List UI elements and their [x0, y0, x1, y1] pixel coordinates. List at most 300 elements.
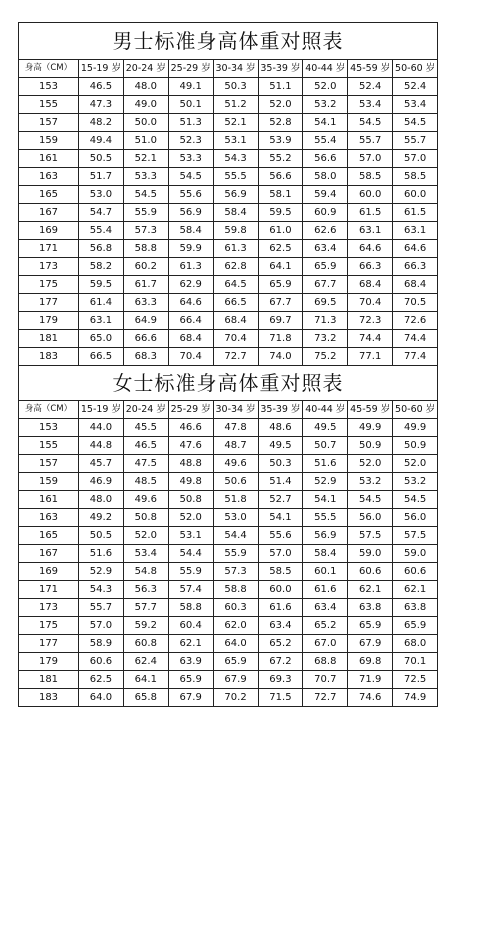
height-cell: 167: [19, 545, 79, 563]
weight-cell: 60.9: [303, 204, 348, 222]
table-row: [19, 186, 438, 204]
weight-cell: 60.6: [79, 653, 124, 671]
weight-cell: 52.1: [213, 114, 258, 132]
women-header-row: [19, 401, 438, 419]
weight-cell: 48.7: [213, 437, 258, 455]
height-cell: 181: [19, 671, 79, 689]
table-row: [19, 455, 438, 473]
weight-cell: 68.4: [168, 330, 213, 348]
table-row: [19, 330, 438, 348]
weight-cell: 67.7: [258, 294, 303, 312]
weight-cell: 53.2: [303, 96, 348, 114]
weight-cell: 51.7: [79, 168, 124, 186]
weight-cell: 58.9: [79, 635, 124, 653]
weight-cell: 49.0: [123, 96, 168, 114]
age-column-header: 15-19 岁: [79, 401, 124, 419]
weight-cell: 65.8: [123, 689, 168, 707]
weight-cell: 57.3: [123, 222, 168, 240]
weight-cell: 49.5: [303, 419, 348, 437]
weight-cell: 70.7: [303, 671, 348, 689]
age-column-header: 45-59 岁: [348, 60, 393, 78]
weight-cell: 60.0: [258, 581, 303, 599]
weight-cell: 61.4: [79, 294, 124, 312]
weight-cell: 54.5: [348, 114, 393, 132]
weight-cell: 50.3: [213, 78, 258, 96]
weight-cell: 58.0: [303, 168, 348, 186]
table-row: [19, 150, 438, 168]
weight-cell: 58.4: [213, 204, 258, 222]
weight-cell: 60.0: [393, 186, 438, 204]
height-cell: 163: [19, 168, 79, 186]
age-column-header: 30-34 岁: [213, 401, 258, 419]
weight-cell: 58.8: [213, 581, 258, 599]
weight-cell: 53.0: [79, 186, 124, 204]
weight-cell: 70.1: [393, 653, 438, 671]
weight-cell: 48.2: [79, 114, 124, 132]
weight-cell: 62.5: [79, 671, 124, 689]
weight-cell: 48.5: [123, 473, 168, 491]
weight-cell: 46.5: [79, 78, 124, 96]
weight-cell: 49.1: [168, 78, 213, 96]
weight-cell: 66.6: [123, 330, 168, 348]
weight-cell: 52.0: [258, 96, 303, 114]
height-cell: 167: [19, 204, 79, 222]
weight-cell: 50.6: [213, 473, 258, 491]
weight-cell: 64.0: [79, 689, 124, 707]
table-row: [19, 509, 438, 527]
weight-cell: 59.0: [348, 545, 393, 563]
weight-cell: 66.3: [348, 258, 393, 276]
weight-cell: 47.3: [79, 96, 124, 114]
weight-cell: 56.3: [123, 581, 168, 599]
weight-cell: 70.4: [168, 348, 213, 366]
weight-cell: 54.1: [303, 491, 348, 509]
height-cell: 155: [19, 437, 79, 455]
weight-cell: 64.6: [168, 294, 213, 312]
table-row: [19, 599, 438, 617]
weight-cell: 52.0: [303, 78, 348, 96]
age-column-header: 50-60 岁: [393, 60, 438, 78]
weight-cell: 67.9: [213, 671, 258, 689]
table-row: [19, 96, 438, 114]
weight-cell: 70.4: [348, 294, 393, 312]
age-column-header: 30-34 岁: [213, 60, 258, 78]
weight-cell: 65.0: [79, 330, 124, 348]
height-cell: 157: [19, 455, 79, 473]
weight-cell: 72.6: [393, 312, 438, 330]
weight-cell: 55.9: [168, 563, 213, 581]
weight-cell: 68.4: [393, 276, 438, 294]
weight-cell: 64.0: [213, 635, 258, 653]
weight-cell: 68.0: [393, 635, 438, 653]
weight-cell: 58.5: [348, 168, 393, 186]
weight-cell: 67.2: [258, 653, 303, 671]
weight-cell: 52.1: [123, 150, 168, 168]
height-cell: 183: [19, 689, 79, 707]
weight-cell: 58.5: [393, 168, 438, 186]
weight-cell: 69.3: [258, 671, 303, 689]
height-cell: 153: [19, 78, 79, 96]
weight-cell: 63.9: [168, 653, 213, 671]
weight-cell: 54.4: [168, 545, 213, 563]
weight-cell: 55.7: [393, 132, 438, 150]
weight-cell: 64.6: [393, 240, 438, 258]
weight-cell: 53.4: [123, 545, 168, 563]
height-column-header: 身高（CM）: [19, 401, 79, 419]
weight-cell: 57.0: [258, 545, 303, 563]
weight-cell: 63.4: [258, 617, 303, 635]
height-cell: 157: [19, 114, 79, 132]
weight-cell: 61.5: [348, 204, 393, 222]
weight-cell: 59.5: [79, 276, 124, 294]
height-cell: 181: [19, 330, 79, 348]
table-row: [19, 276, 438, 294]
height-cell: 173: [19, 599, 79, 617]
table-row: [19, 204, 438, 222]
weight-cell: 55.4: [79, 222, 124, 240]
weight-cell: 65.9: [258, 276, 303, 294]
weight-cell: 63.4: [303, 240, 348, 258]
weight-cell: 68.4: [348, 276, 393, 294]
weight-cell: 51.3: [168, 114, 213, 132]
weight-cell: 62.4: [123, 653, 168, 671]
weight-cell: 59.8: [213, 222, 258, 240]
weight-cell: 50.0: [123, 114, 168, 132]
weight-cell: 61.6: [303, 581, 348, 599]
weight-cell: 48.0: [123, 78, 168, 96]
table-row: [19, 437, 438, 455]
weight-cell: 70.2: [213, 689, 258, 707]
weight-cell: 74.9: [393, 689, 438, 707]
weight-cell: 54.3: [213, 150, 258, 168]
weight-cell: 60.6: [348, 563, 393, 581]
weight-cell: 74.6: [348, 689, 393, 707]
weight-cell: 62.9: [168, 276, 213, 294]
weight-cell: 52.0: [168, 509, 213, 527]
weight-cell: 57.5: [393, 527, 438, 545]
age-column-header: 40-44 岁: [303, 60, 348, 78]
weight-cell: 52.0: [123, 527, 168, 545]
weight-cell: 74.0: [258, 348, 303, 366]
table-row: [19, 114, 438, 132]
table-row: [19, 617, 438, 635]
age-column-header: 50-60 岁: [393, 401, 438, 419]
weight-cell: 55.7: [348, 132, 393, 150]
weight-cell: 48.8: [168, 455, 213, 473]
weight-cell: 72.7: [213, 348, 258, 366]
weight-cell: 65.9: [213, 653, 258, 671]
weight-cell: 63.8: [348, 599, 393, 617]
weight-cell: 64.6: [348, 240, 393, 258]
weight-cell: 63.4: [303, 599, 348, 617]
height-cell: 171: [19, 240, 79, 258]
weight-cell: 69.5: [303, 294, 348, 312]
weight-cell: 56.9: [213, 186, 258, 204]
height-cell: 177: [19, 294, 79, 312]
weight-cell: 68.8: [303, 653, 348, 671]
weight-cell: 68.3: [123, 348, 168, 366]
weight-cell: 72.7: [303, 689, 348, 707]
weight-cell: 45.7: [79, 455, 124, 473]
weight-cell: 50.9: [393, 437, 438, 455]
weight-cell: 47.6: [168, 437, 213, 455]
weight-cell: 64.1: [123, 671, 168, 689]
weight-cell: 55.4: [303, 132, 348, 150]
women-table-title: 女士标准身高体重对照表: [19, 366, 438, 401]
weight-cell: 56.9: [168, 204, 213, 222]
weight-cell: 65.9: [348, 617, 393, 635]
age-column-header: 20-24 岁: [123, 401, 168, 419]
table-row: [19, 671, 438, 689]
weight-cell: 54.5: [393, 491, 438, 509]
weight-cell: 55.5: [213, 168, 258, 186]
weight-cell: 53.3: [168, 150, 213, 168]
weight-cell: 58.5: [258, 563, 303, 581]
table-row: [19, 78, 438, 96]
age-column-header: 20-24 岁: [123, 60, 168, 78]
weight-cell: 52.9: [79, 563, 124, 581]
weight-cell: 62.0: [213, 617, 258, 635]
table-row: [19, 240, 438, 258]
height-cell: 161: [19, 491, 79, 509]
weight-cell: 56.0: [348, 509, 393, 527]
height-cell: 179: [19, 653, 79, 671]
weight-cell: 56.9: [303, 527, 348, 545]
weight-cell: 53.9: [258, 132, 303, 150]
weight-cell: 59.5: [258, 204, 303, 222]
weight-cell: 60.0: [348, 186, 393, 204]
weight-cell: 53.3: [123, 168, 168, 186]
weight-cell: 57.5: [348, 527, 393, 545]
height-cell: 173: [19, 258, 79, 276]
height-weight-table: [18, 22, 438, 707]
weight-cell: 62.1: [393, 581, 438, 599]
weight-cell: 61.5: [393, 204, 438, 222]
weight-cell: 77.1: [348, 348, 393, 366]
weight-cell: 77.4: [393, 348, 438, 366]
height-cell: 165: [19, 186, 79, 204]
weight-cell: 54.5: [168, 168, 213, 186]
table-row: [19, 419, 438, 437]
weight-cell: 58.2: [79, 258, 124, 276]
weight-cell: 60.2: [123, 258, 168, 276]
weight-cell: 54.3: [79, 581, 124, 599]
table-row: [19, 581, 438, 599]
height-cell: 169: [19, 222, 79, 240]
weight-cell: 65.9: [393, 617, 438, 635]
weight-cell: 60.8: [123, 635, 168, 653]
weight-cell: 65.9: [168, 671, 213, 689]
table-row: [19, 168, 438, 186]
weight-cell: 47.8: [213, 419, 258, 437]
weight-cell: 69.8: [348, 653, 393, 671]
weight-cell: 50.7: [303, 437, 348, 455]
weight-cell: 66.3: [393, 258, 438, 276]
weight-cell: 74.4: [348, 330, 393, 348]
weight-cell: 57.0: [348, 150, 393, 168]
weight-cell: 44.8: [79, 437, 124, 455]
weight-cell: 50.5: [79, 527, 124, 545]
height-cell: 159: [19, 132, 79, 150]
weight-cell: 59.2: [123, 617, 168, 635]
weight-cell: 53.2: [348, 473, 393, 491]
age-column-header: 35-39 岁: [258, 401, 303, 419]
weight-cell: 52.9: [303, 473, 348, 491]
weight-cell: 54.5: [348, 491, 393, 509]
weight-cell: 55.9: [213, 545, 258, 563]
weight-cell: 47.5: [123, 455, 168, 473]
weight-cell: 54.1: [303, 114, 348, 132]
table-row: [19, 473, 438, 491]
men-section: [19, 23, 438, 366]
weight-cell: 58.8: [168, 599, 213, 617]
weight-cell: 52.0: [348, 455, 393, 473]
weight-cell: 59.9: [168, 240, 213, 258]
age-column-header: 15-19 岁: [79, 60, 124, 78]
weight-cell: 50.1: [168, 96, 213, 114]
weight-cell: 53.4: [348, 96, 393, 114]
weight-cell: 68.4: [213, 312, 258, 330]
weight-cell: 55.2: [258, 150, 303, 168]
weight-cell: 54.7: [79, 204, 124, 222]
weight-cell: 60.6: [393, 563, 438, 581]
weight-cell: 56.6: [258, 168, 303, 186]
weight-cell: 66.4: [168, 312, 213, 330]
age-column-header: 45-59 岁: [348, 401, 393, 419]
weight-cell: 57.0: [393, 150, 438, 168]
table-row: [19, 653, 438, 671]
weight-cell: 51.1: [258, 78, 303, 96]
weight-cell: 60.4: [168, 617, 213, 635]
weight-cell: 57.4: [168, 581, 213, 599]
weight-cell: 63.1: [393, 222, 438, 240]
age-column-header: 40-44 岁: [303, 401, 348, 419]
weight-cell: 55.9: [123, 204, 168, 222]
weight-cell: 71.8: [258, 330, 303, 348]
weight-cell: 66.5: [79, 348, 124, 366]
weight-cell: 55.5: [303, 509, 348, 527]
table-row: [19, 689, 438, 707]
weight-cell: 71.9: [348, 671, 393, 689]
weight-cell: 73.2: [303, 330, 348, 348]
weight-cell: 63.1: [79, 312, 124, 330]
weight-chart-sheet: [18, 22, 437, 707]
weight-cell: 49.2: [79, 509, 124, 527]
table-row: [19, 348, 438, 366]
weight-cell: 58.4: [303, 545, 348, 563]
height-cell: 169: [19, 563, 79, 581]
height-cell: 175: [19, 276, 79, 294]
table-row: [19, 635, 438, 653]
weight-cell: 56.8: [79, 240, 124, 258]
weight-cell: 50.3: [258, 455, 303, 473]
weight-cell: 49.6: [123, 491, 168, 509]
height-cell: 163: [19, 509, 79, 527]
height-cell: 161: [19, 150, 79, 168]
table-row: [19, 563, 438, 581]
height-cell: 171: [19, 581, 79, 599]
table-row: [19, 312, 438, 330]
weight-cell: 61.3: [213, 240, 258, 258]
weight-cell: 70.4: [213, 330, 258, 348]
weight-cell: 49.8: [168, 473, 213, 491]
weight-cell: 67.7: [303, 276, 348, 294]
table-row: [19, 527, 438, 545]
weight-cell: 57.3: [213, 563, 258, 581]
age-column-header: 25-29 岁: [168, 401, 213, 419]
weight-cell: 44.0: [79, 419, 124, 437]
weight-cell: 62.6: [303, 222, 348, 240]
weight-cell: 48.6: [258, 419, 303, 437]
weight-cell: 69.7: [258, 312, 303, 330]
weight-cell: 50.8: [123, 509, 168, 527]
weight-cell: 72.5: [393, 671, 438, 689]
weight-cell: 61.6: [258, 599, 303, 617]
weight-cell: 56.0: [393, 509, 438, 527]
weight-cell: 71.3: [303, 312, 348, 330]
weight-cell: 67.9: [348, 635, 393, 653]
height-column-header: 身高（CM）: [19, 60, 79, 78]
weight-cell: 60.1: [303, 563, 348, 581]
weight-cell: 54.5: [393, 114, 438, 132]
weight-cell: 51.6: [303, 455, 348, 473]
table-row: [19, 222, 438, 240]
weight-cell: 50.8: [168, 491, 213, 509]
weight-cell: 56.6: [303, 150, 348, 168]
weight-cell: 57.7: [123, 599, 168, 617]
weight-cell: 53.2: [393, 473, 438, 491]
weight-cell: 61.3: [168, 258, 213, 276]
weight-cell: 52.8: [258, 114, 303, 132]
weight-cell: 62.8: [213, 258, 258, 276]
height-cell: 165: [19, 527, 79, 545]
weight-cell: 58.8: [123, 240, 168, 258]
weight-cell: 49.6: [213, 455, 258, 473]
age-column-header: 25-29 岁: [168, 60, 213, 78]
men-table-title: 男士标准身高体重对照表: [19, 23, 438, 60]
weight-cell: 65.9: [303, 258, 348, 276]
weight-cell: 52.4: [348, 78, 393, 96]
height-cell: 183: [19, 348, 79, 366]
weight-cell: 54.5: [123, 186, 168, 204]
weight-cell: 50.9: [348, 437, 393, 455]
weight-cell: 67.0: [303, 635, 348, 653]
weight-cell: 52.4: [393, 78, 438, 96]
weight-cell: 45.5: [123, 419, 168, 437]
height-cell: 155: [19, 96, 79, 114]
weight-cell: 51.8: [213, 491, 258, 509]
weight-cell: 60.3: [213, 599, 258, 617]
weight-cell: 46.9: [79, 473, 124, 491]
weight-cell: 55.7: [79, 599, 124, 617]
weight-cell: 59.4: [303, 186, 348, 204]
weight-cell: 51.2: [213, 96, 258, 114]
women-section: [19, 366, 438, 707]
weight-cell: 63.3: [123, 294, 168, 312]
weight-cell: 53.1: [168, 527, 213, 545]
weight-cell: 49.5: [258, 437, 303, 455]
weight-cell: 64.9: [123, 312, 168, 330]
weight-cell: 49.4: [79, 132, 124, 150]
weight-cell: 61.7: [123, 276, 168, 294]
weight-cell: 63.8: [393, 599, 438, 617]
height-cell: 179: [19, 312, 79, 330]
height-cell: 153: [19, 419, 79, 437]
table-row: [19, 294, 438, 312]
weight-cell: 71.5: [258, 689, 303, 707]
weight-cell: 54.1: [258, 509, 303, 527]
weight-cell: 58.4: [168, 222, 213, 240]
